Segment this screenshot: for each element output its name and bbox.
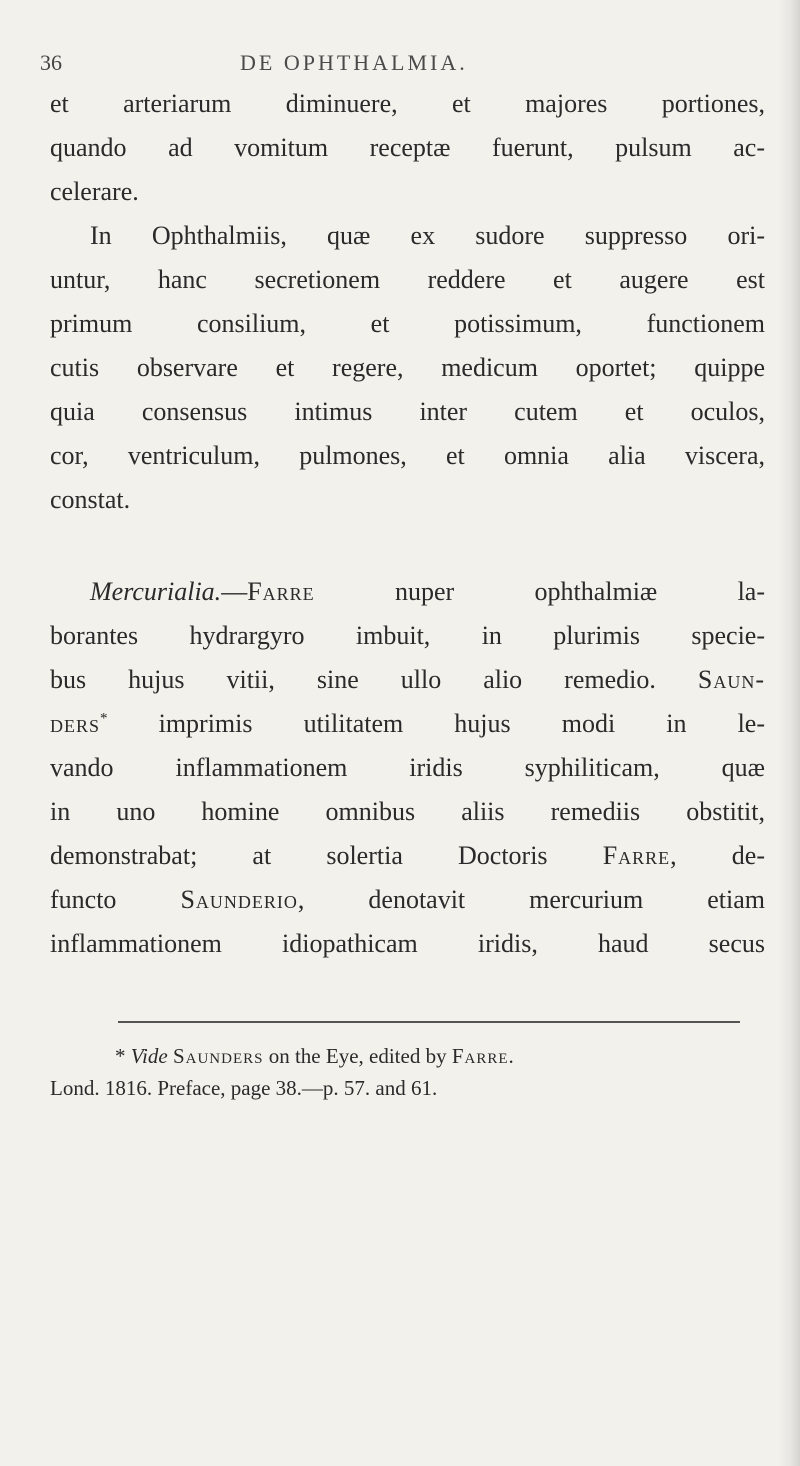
paragraph-2: [50, 214, 765, 522]
author-name: Farre: [451, 1044, 509, 1068]
text-run: .: [508, 1044, 514, 1068]
text-line: cutis observare et regere, medicum oportet; quippe: [50, 353, 765, 382]
section-heading: Mercurialia.: [90, 577, 222, 606]
text-line: untur, hanc secretionem reddere et augere est: [50, 265, 765, 294]
footnote-marker: *: [100, 710, 108, 727]
author-name: Saunderio: [180, 885, 298, 914]
text-line: quando ad vomitum receptæ fuerunt, pulsum ac-: [50, 133, 765, 162]
text-line: [50, 834, 765, 878]
text-line: celerare.: [50, 177, 139, 206]
text-line: in uno homine omnibus aliis remediis obstitit,: [50, 797, 765, 826]
text-run: bus hujus vitii, sine ullo alio remedio.: [50, 665, 698, 694]
footnote: [50, 1040, 765, 1104]
footnote-marker: *: [115, 1044, 126, 1068]
paragraph-3: [50, 570, 765, 966]
paragraph-gap: [50, 522, 765, 570]
text-run: , denotavit mercurium etiam: [297, 885, 765, 914]
text-run: , de-: [670, 841, 765, 870]
author-name: Farre: [602, 841, 671, 870]
text-line: et arteriarum diminuere, et majores portiones,: [50, 89, 765, 118]
text-run: imprimis utilitatem hujus modi in le-: [107, 709, 765, 738]
text-line: [50, 570, 765, 614]
page-edge-shadow: [778, 0, 800, 1466]
footnote-vide: Vide: [130, 1044, 168, 1068]
text-line: inflammationem idiopathicam iridis, haud secus: [50, 929, 765, 958]
footnote-line: [50, 1040, 765, 1072]
text-run: demonstrabat; at solertia Doctoris: [50, 841, 603, 870]
text-line: cor, ventriculum, pulmones, et omnia alia viscera,: [50, 441, 765, 470]
footnote-line: Lond. 1816. Preface, page 38.—p. 57. and 61.: [50, 1076, 438, 1100]
text-line: quia consensus intimus inter cutem et oculos,: [50, 397, 765, 426]
text-line: [50, 702, 765, 746]
text-line: constat.: [50, 485, 131, 514]
page-number: 36: [40, 50, 62, 75]
text-line: primum consilium, et potissimum, functionem: [50, 309, 765, 338]
em-dash: —: [221, 577, 248, 606]
text-line: [50, 878, 765, 922]
text-line: borantes hydrargyro imbuit, in plurimis specie-: [50, 621, 765, 650]
paragraph-1: [50, 82, 765, 214]
text-run: functo: [50, 885, 181, 914]
footnote-rule: [118, 1021, 740, 1023]
text-line: [50, 658, 765, 702]
page-header: [40, 50, 760, 86]
author-name: ders: [50, 709, 101, 738]
running-head: DE OPHTHALMIA.: [240, 50, 468, 75]
text-run: on the Eye, edited by: [263, 1044, 452, 1068]
text-line: vando inflammationem iridis syphiliticam, quæ: [50, 753, 765, 782]
main-text: [50, 82, 765, 966]
text-run: nuper ophthalmiæ la-: [314, 577, 765, 606]
author-name: Saunders: [172, 1044, 264, 1068]
author-name: Saun-: [697, 665, 765, 694]
author-name: Farre: [247, 577, 315, 606]
text-line: In Ophthalmiis, quæ ex sudore suppresso ori-: [90, 221, 765, 250]
